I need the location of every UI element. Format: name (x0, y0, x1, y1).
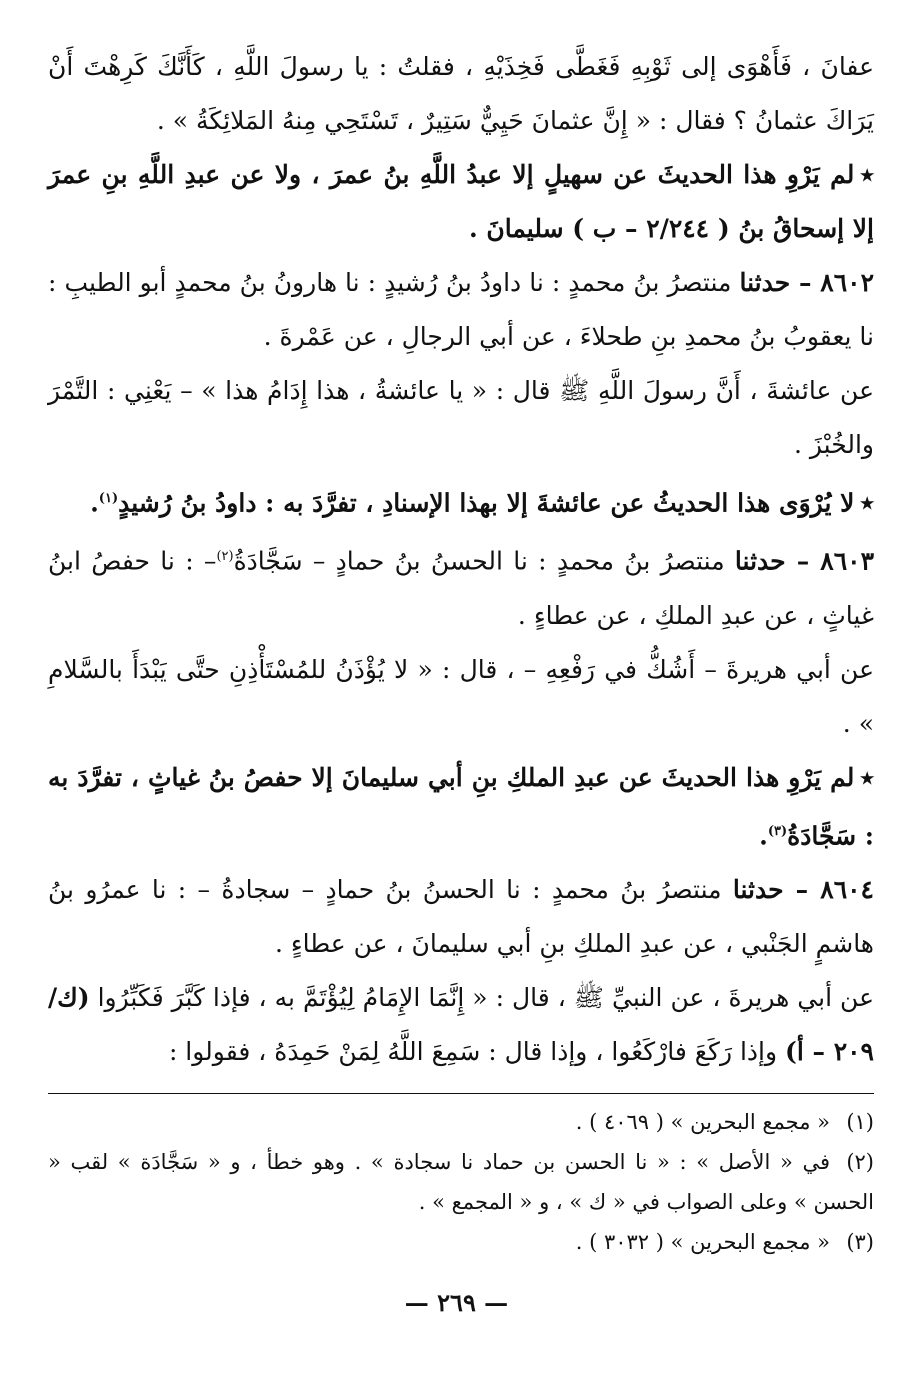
note-end: . (759, 820, 768, 850)
editor-note-1 (48, 148, 874, 256)
page-content (48, 40, 874, 1262)
matn-text-continued: وإذا رَكَعَ فارْكَعُوا ، وإذا قال : سَمِعَ اللَّهُ لِمَنْ حَمِدَهُ ، فقولوا : (168, 1036, 786, 1066)
manuscript-ref: (ك/٢٠٩ – أ) (48, 982, 874, 1066)
footnote-ref: (٣) (767, 823, 788, 839)
footnote-2 (48, 1142, 874, 1222)
isnad-text: منتصرُ بنُ محمدٍ : نا الحسنُ بنُ حمادٍ – سجادةُ – : نا عمرُو بنُ هاشمٍ الجَنْبي ، عن عبدِ الملكِ بنِ أبي سليمانَ ، عن عطاءٍ . (48, 874, 874, 958)
footnote-divider (48, 1093, 874, 1094)
star-icon: ٭ (860, 488, 874, 518)
hadith-8603-matn: عن أبي هريرةَ – أَشُكُّ في رَفْعِهِ – ، قال : « لا يُؤْذَنُ للمُسْتَأْذِنِ حتَّى يَبْدَأَ بالسَّلامِ » . (48, 654, 874, 738)
editor-note-3 (48, 751, 874, 863)
hadith-dash: – (785, 546, 821, 576)
note-text: لم يَرْوِ هذا الحديثَ عن عبدِ الملكِ بنِ أبي سليمانَ إلا حفصُ بنُ غياثٍ ، تفرَّدَ به : سَجَّادَةُ (48, 762, 874, 850)
hadith-8602-isnad (48, 256, 874, 364)
footnote-text: « مجمع البحرين » ( ٣٠٣٢ ) . (575, 1229, 830, 1254)
footnote-ref: (١) (98, 491, 119, 506)
matn-text: عن أبي هريرةَ ، عن النبيِّ ﷺ ، قال : « إِنَّمَا الإِمَامُ لِيُؤْتَمَّ به ، فإذا كَبَّرَ فَكَبِّرُوا (89, 982, 874, 1012)
footnote-number: (١) (846, 1109, 874, 1134)
footnote-3 (48, 1222, 874, 1262)
footnote-text: في « الأصل » : « نا الحسن بن حماد نا سجادة » . وهو خطأ ، و « سَجَّادَة » لقب « الحسن » وعلى الصواب في « ك » ، و « المجمع » . (48, 1149, 874, 1214)
star-icon: ٭ (860, 762, 874, 792)
hadith-dash: – (790, 268, 821, 297)
footnote-ref: (٢) (216, 549, 234, 565)
hadith-number: ٨٦٠٢ (820, 268, 874, 297)
footnote-number: (٢) (846, 1149, 874, 1174)
hadith-number: ٨٦٠٤ (820, 874, 874, 904)
footnote-1 (48, 1102, 874, 1142)
hadith-number: ٨٦٠٣ (820, 546, 874, 576)
star-icon: ٭ (860, 160, 874, 189)
note-text: لم يَرْوِ هذا الحديثَ عن سهيلٍ إلا عبدُ اللَّهِ بنُ عمرَ ، ولا عن عبدِ اللَّهِ بنِ عمرَ إلا إسحاقُ بنُ ( ٢/٢٤٤ – ب ) سليمانَ . (48, 160, 874, 243)
hadith-8604-matn (48, 971, 874, 1079)
isnad-text: منتصرُ بنُ محمدٍ : نا الحسنُ بنُ حمادٍ – سَجَّادَةُ (233, 546, 735, 576)
footnote-number: (٣) (846, 1229, 874, 1254)
hadith-8604-isnad (48, 863, 874, 971)
footnote-text: « مجمع البحرين » ( ٤٠٦٩ ) . (575, 1109, 830, 1134)
hadith-label: حدثنا (732, 874, 784, 904)
hadith-dash: – (783, 874, 821, 904)
hadith-label: حدثنا (734, 546, 786, 576)
hadith-8602-matn: عن عائشةَ ، أَنَّ رسولَ اللَّهِ ﷺ قال : « يا عائشةُ ، هذا إِدَامُ هذا » – يَعْنِي : التَّمْرَ والخُبْزَ . (48, 376, 874, 459)
hadith-8603-isnad (48, 530, 874, 642)
isnad-text-continued: – : نا حفصُ ابنُ غياثٍ ، عن عبدِ الملكِ ، عن عطاءٍ . (48, 546, 874, 630)
editor-note-2 (48, 472, 874, 530)
isnad-text: منتصرُ بنُ محمدٍ : نا داودُ بنُ رُشيدٍ : نا هارونُ بنُ محمدٍ أبو الطيبِ : نا يعقوبُ بنُ محمدِ بنِ طحلاءَ ، عن أبي الرجالِ ، عن عَمْرةَ . (48, 268, 874, 351)
footnotes (48, 1102, 874, 1262)
page-number: — ٢٦٩ — (404, 1288, 509, 1317)
note-text: لا يُرْوَى هذا الحديثُ عن عائشةَ إلا بهذا الإسنادِ ، تفرَّدَ به : داودُ بنُ رُشيدٍ (118, 488, 855, 518)
hadith-label: حدثنا (739, 268, 791, 297)
paragraph-continuation: عفانَ ، فَأَهْوَى إلى ثَوْبِهِ فَغَطَّى فَخِذَيْهِ ، فقلتُ : يا رسولَ اللَّهِ ، كَأَنَّكَ كَرِهْتَ أَنْ يَرَاكَ عثمانُ ؟ فقال : « إِنَّ عثمانَ حَيِيٌّ سَتِيرٌ ، تَسْتَحِي مِنهُ المَلائِكَةُ » . (48, 52, 874, 135)
note-end: . (90, 488, 99, 518)
